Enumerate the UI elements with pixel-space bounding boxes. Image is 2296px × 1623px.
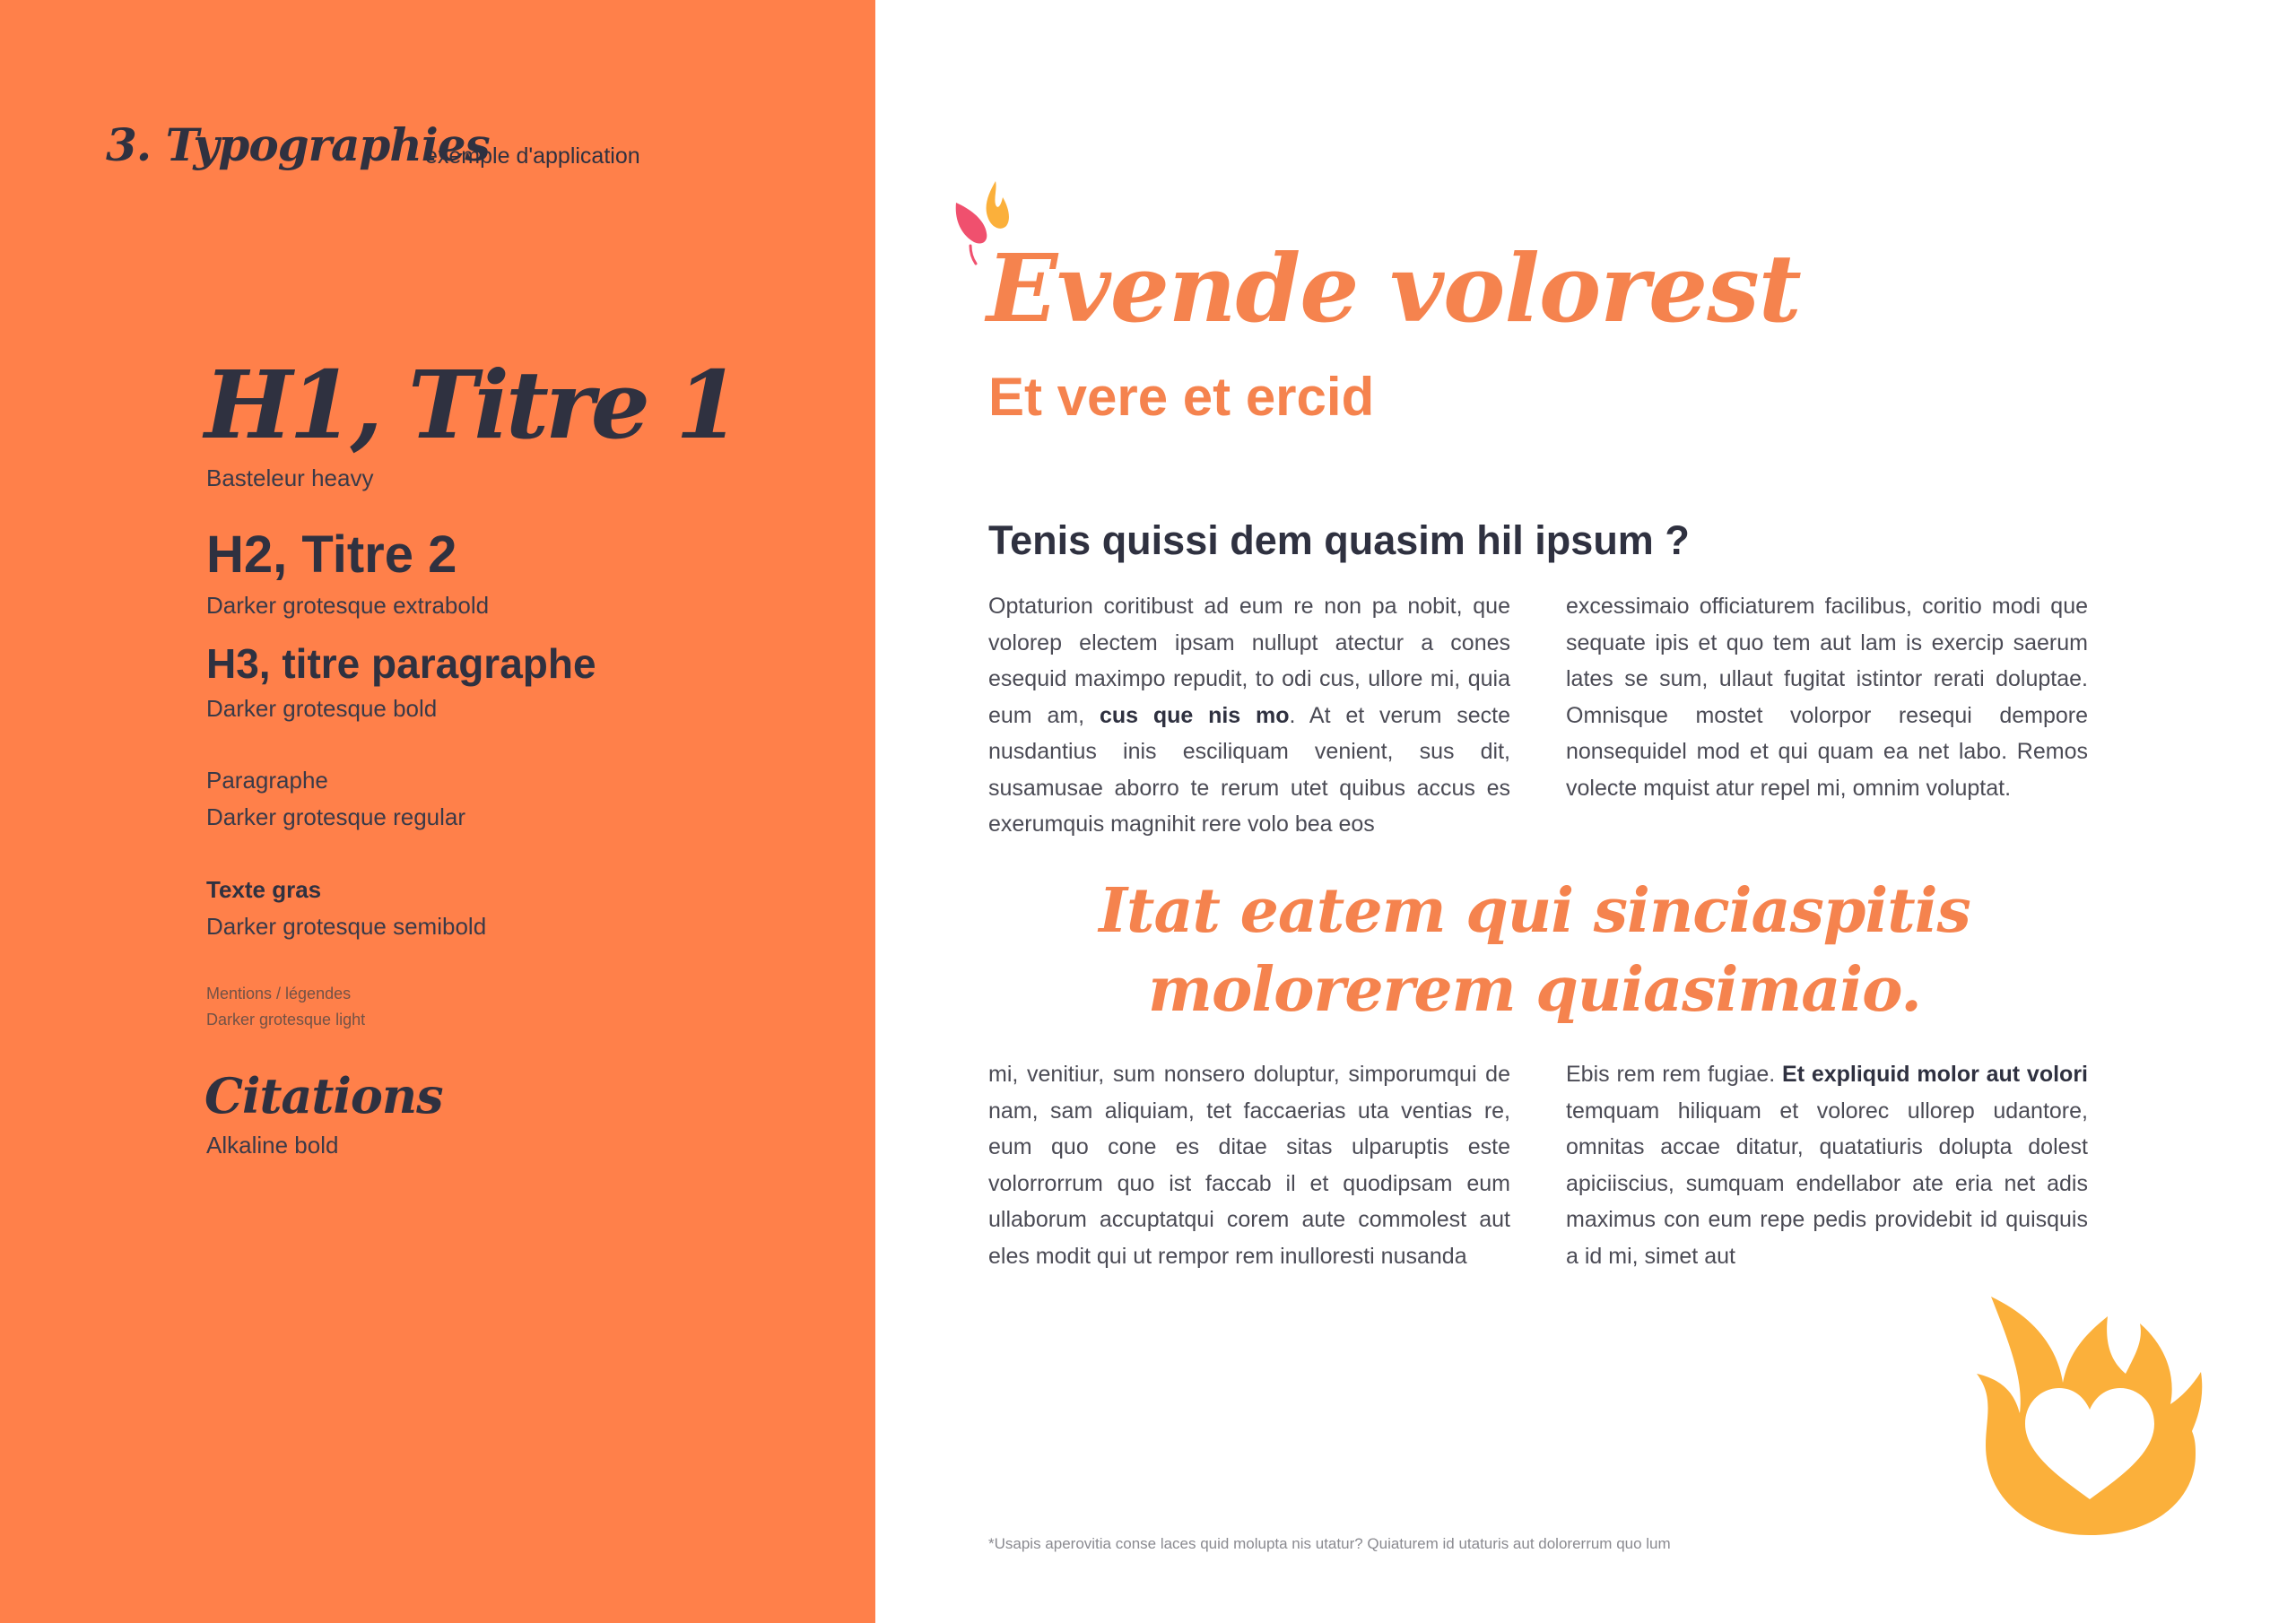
paragraph-sample: Paragraphe [206,767,328,794]
quote-font-label: Alkaline bold [206,1132,339,1159]
h1-font-label: Basteleur heavy [206,464,374,491]
body-column-2: excessimaio officiaturem facilibus, coritio modi que sequate ipis et quo tem aut lam is exercip saerum lates se sum, ullaut fugitat istintor rerati doluptae. Omnisque mostet volorpor resequi dempore nonsequidel mod et qui quam ea net labo. Remos volecte mquist atur repel mi, omnim voluptat. [1566,594,2088,801]
heart-flame-icon [1973,1297,2206,1539]
paragraph-font-label: Darker grotesque regular [206,803,466,830]
body-column-4-text: Ebis rem rem fugiae. [1566,1062,1776,1087]
body-column-4-text-end: temquam hiliquam et volorec ullorep udantore, omnitas accae ditatur, quatatiuris dolupta dolest apiciiscius, sumquam endellabor ate eria net adis maximus con eum repe pedis providebit id quisquis a id mi, simet aut [1566,1098,2088,1269]
footnote: *Usapis aperovitia conse laces quid molupta nis utatur? Quiaturem id utaturis aut dolorerrum quo lum [988,1535,1671,1552]
example-subtitle: Et vere et ercid [988,367,1375,427]
h1-sample: H1, Titre 1 [204,350,737,460]
body-column-4-bold: Et expliquid molor aut volori [1782,1062,2088,1087]
example-title: Evende volorest [987,233,1801,343]
body-column-1-text: Optaturion coritibust ad eum re non pa nobit, que volorep electem ipsam nullupt atectur a cones esequid maximpo repudit, to odi cus, ullore mi, quia eum am, [988,594,1510,728]
left-panel [0,0,875,1623]
h2-font-label: Darker grotesque extrabold [206,592,490,619]
bold-font-label: Darker grotesque semibold [206,913,487,940]
h2-sample: H2, Titre 2 [206,525,457,584]
body-column-1-text-end: . At et verum secte nusdantius inis esciliquam venient, sus dit, susamusae aborro te rerum utet quibus accus es exerumquis magnihit rere volo bea eos [988,702,1510,837]
section-title: 3. Typographies [106,118,490,171]
h3-sample: H3, titre paragraphe [206,640,596,687]
caption-font-label: Darker grotesque light [206,1011,366,1028]
body-column-4 [1566,1056,2088,1274]
pull-quote-line-2: molorerem quiasimaio. [1148,954,1921,1026]
body-column-1-bold: cus que nis mo [1099,702,1290,728]
pull-quote-line-1: Itat eatem qui sinciaspitis [1099,875,1970,947]
h3-font-label: Darker grotesque bold [206,695,438,722]
example-heading: Tenis quissi dem quasim hil ipsum ? [988,517,1690,563]
pull-quote [988,872,2081,1029]
body-column-1 [988,588,1510,843]
body-column-3: mi, venitiur, sum nonsero doluptur, simporumqui de nam, sam aliquiam, tet faccaerias uta ventias re, eum quo cone es ditae sitas ulparuptis este volorrorrum quo ist faccab il et quodipsam eum ullaborum accuptatqui corem aute commolest aut eles modit qui ut rempor rem inulloresti nusanda [988,1062,1510,1269]
caption-sample: Mentions / légendes [206,985,352,1002]
section-subtitle: exemple d'application [425,143,640,169]
quote-sample: Citations [204,1067,443,1124]
bold-sample: Texte gras [206,876,322,903]
